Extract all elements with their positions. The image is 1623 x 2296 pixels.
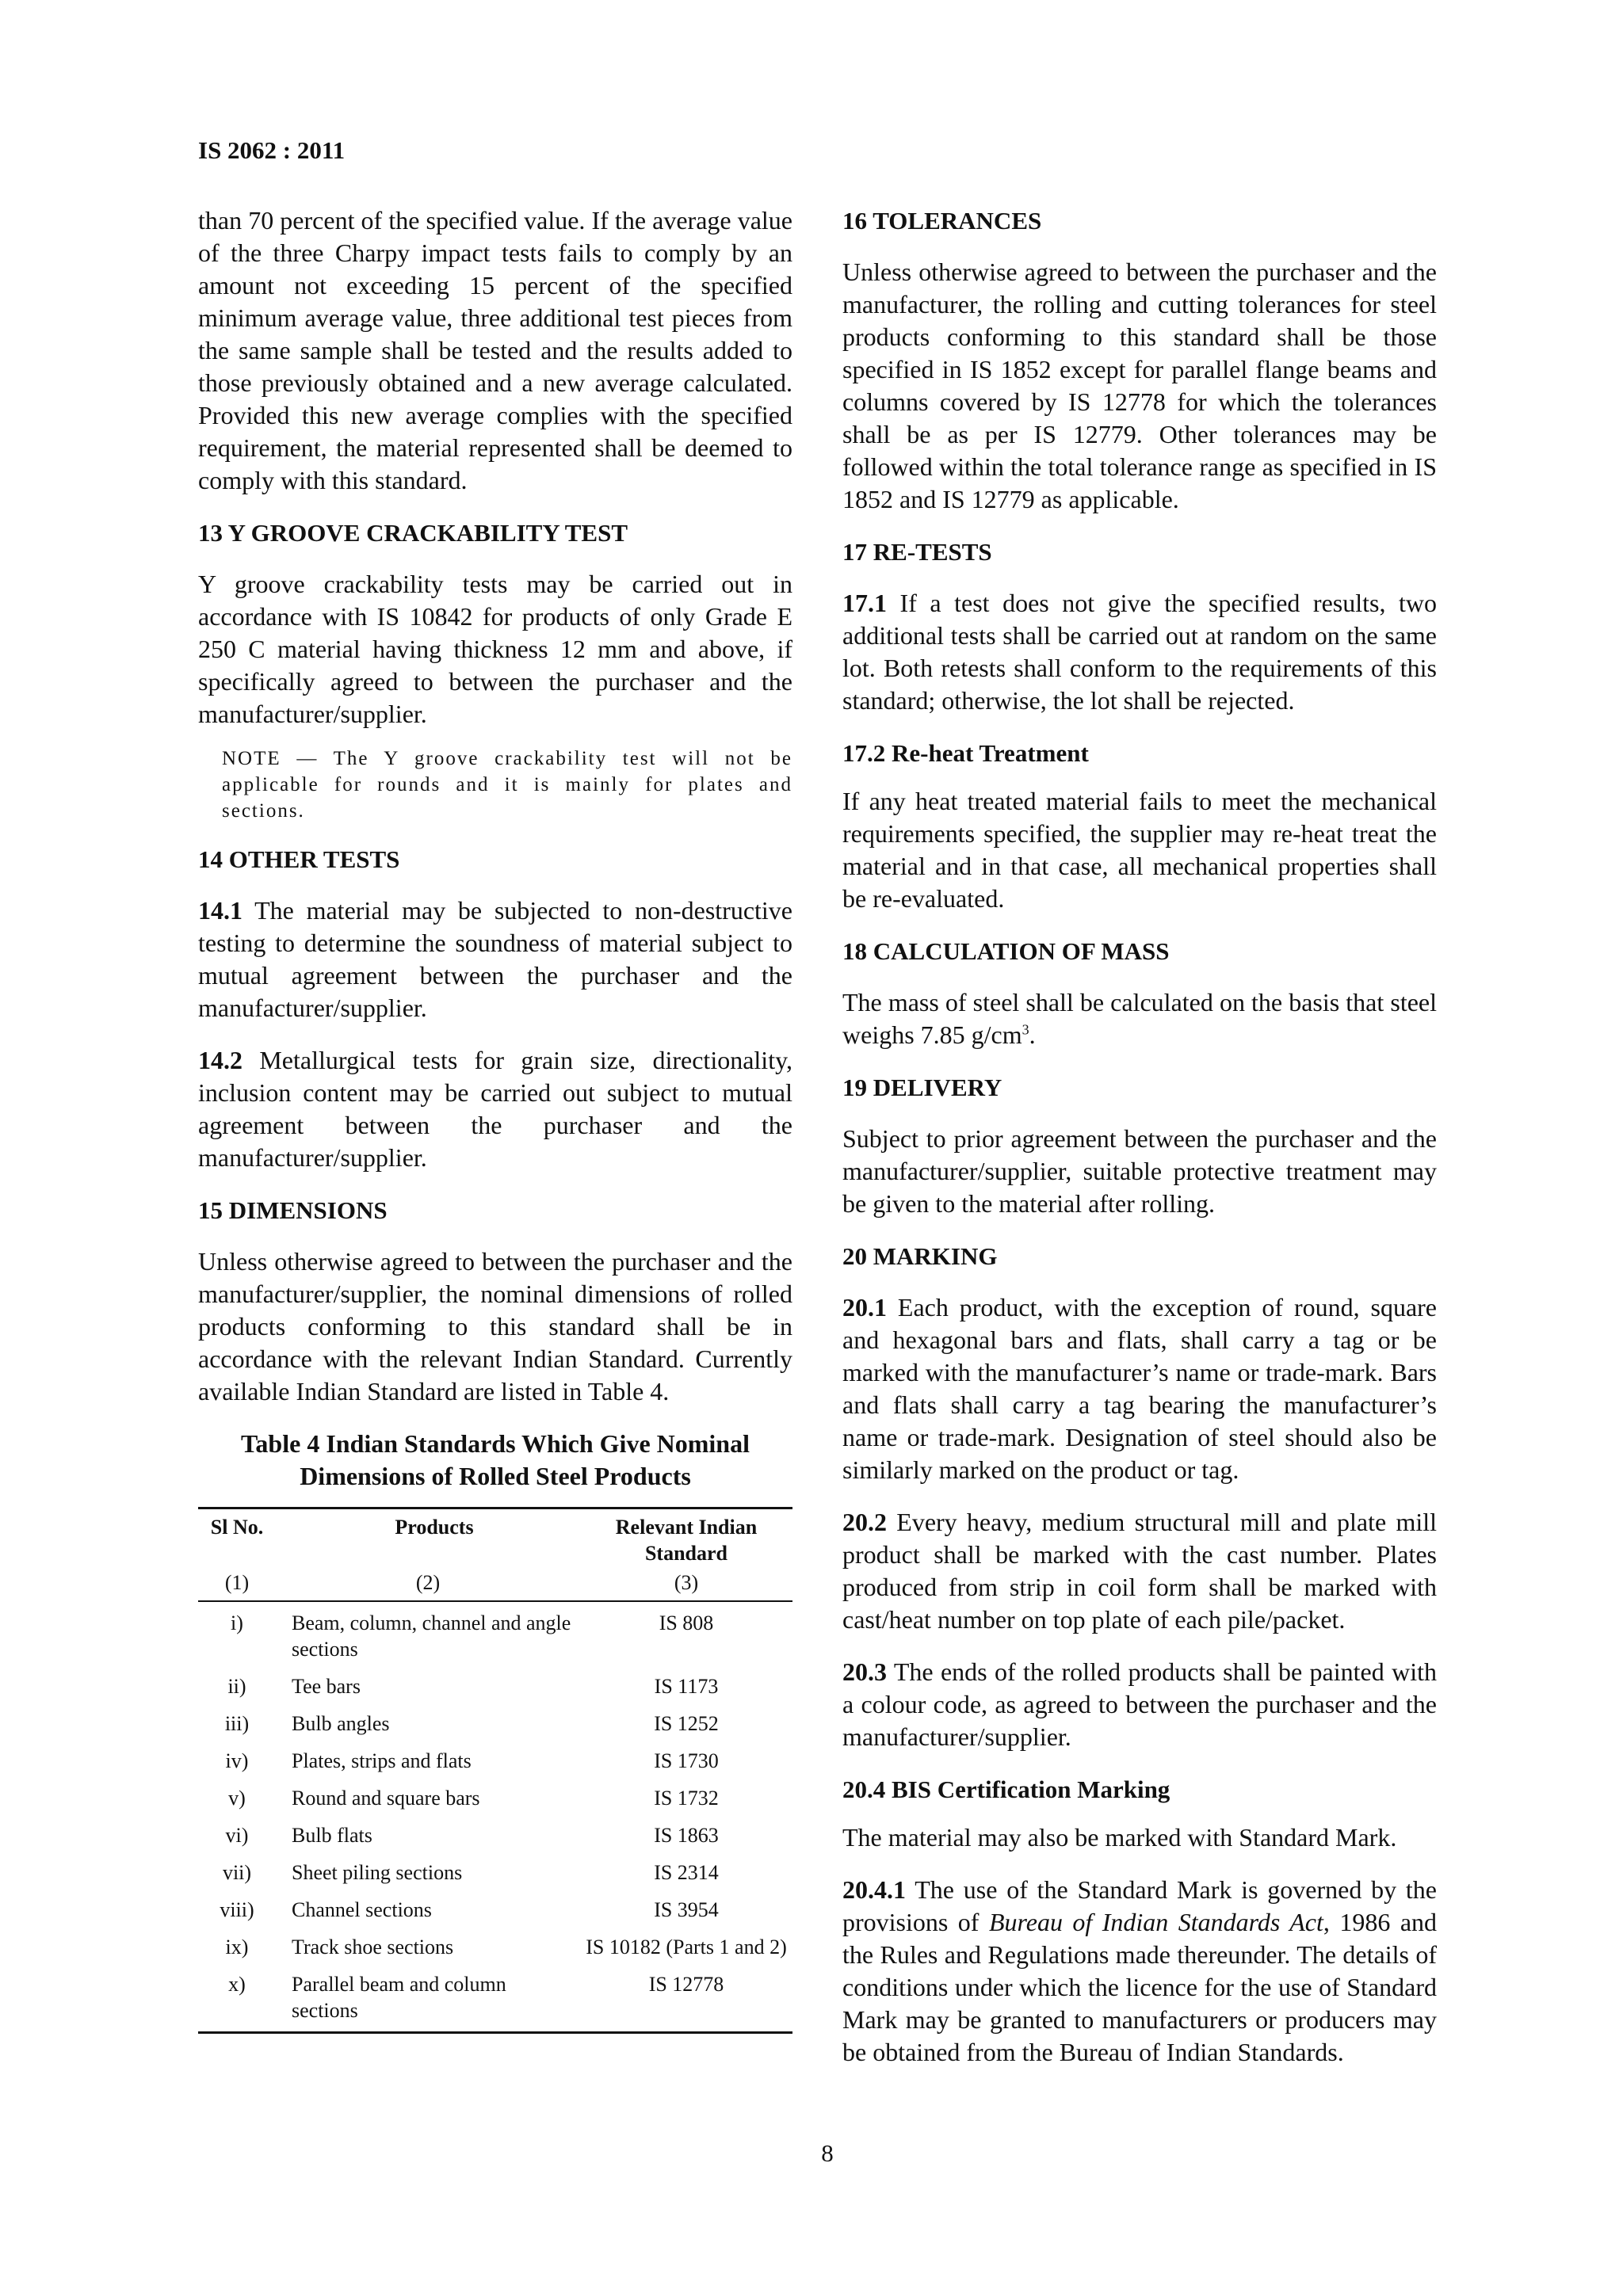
intro-paragraph: than 70 percent of the specified value. If the average value of the three Charpy impact tests fails to comply by an amount not exceeding 15 percent of the specified minimum average value, three additional test pieces from the same sample shall be tested and the results added to those previously obtained and a new average calculated. Provided this new average complies with the specified requirement, the material represented shall be deemed to comply with this standard.	[198, 206, 792, 494]
row-product: Channel sections	[292, 1898, 432, 1921]
row-sl-no: i)	[231, 1611, 243, 1634]
clause-text: Each product, with the exception of round, square and hexagonal bars and flats, shall carry a tag or be marked with the manufacturer’s name or trade-mark. Bars and flats shall carry a tag bearing the manufacturer’s name or trade-mark. Designation of steel should also be similarly marked on the product or tag.	[842, 1293, 1438, 1484]
section-18-body	[842, 986, 1437, 1051]
row-standard: IS 1252	[654, 1712, 719, 1735]
clause-text: Metallurgical tests for grain size, directionality, inclusion content may be carried out subject to mutual agreement between the purchaser and the manufacturer/supplier.	[198, 1046, 792, 1172]
row-standard: IS 3954	[654, 1898, 719, 1921]
clause-text: Every heavy, medium structural mill and plate mill product shall be marked with the cast number. Plates produced from strip in coil form shall be marked with cast/heat number on top plate of each pile/packet.	[842, 1508, 1438, 1634]
cubic-superscript: 3	[1022, 1021, 1029, 1038]
table-row	[198, 1777, 792, 1814]
row-sl-no: v)	[228, 1787, 246, 1810]
row-standard: IS 1732	[654, 1787, 719, 1810]
section-20-2-paragraph	[842, 1506, 1437, 1636]
row-standard: IS 808	[659, 1611, 714, 1634]
column-number: (1)	[198, 1568, 276, 1601]
table-row	[198, 1814, 792, 1852]
row-standard: IS 12778	[580, 1963, 792, 2033]
table-row	[198, 1852, 792, 1889]
column-header-products: Products	[276, 1508, 580, 1569]
table-row	[198, 1926, 792, 1963]
row-product: Bulb flats	[292, 1824, 372, 1847]
table-4	[198, 1507, 792, 2034]
row-product: Sheet piling sections	[292, 1861, 463, 1884]
section-17-2-heading: 17.2 Re-heat Treatment	[842, 739, 1089, 767]
clause-number: 20.2	[842, 1508, 887, 1536]
row-product: Bulb angles	[292, 1712, 390, 1735]
table-row	[198, 1740, 792, 1777]
page-number: 8	[821, 2139, 834, 2167]
clause-text: If a test does not give the specified results, two additional tests shall be carried out at random on the same lot. Both retests shall conform to the requirements of this standard; otherwise, the lot shall be rejected.	[842, 589, 1438, 715]
mass-text-end: .	[1029, 1020, 1036, 1049]
clause-number: 14.2	[198, 1046, 242, 1074]
row-product: Track shoe sections	[292, 1936, 454, 1958]
section-13-body: Y groove crackability tests may be carried out in accordance with IS 10842 for products of only Grade E 250 C material having thickness 12 mm and above, if specifically agreed to between the purchaser and the manufacturer/supplier.	[198, 570, 792, 728]
row-standard: IS 2314	[654, 1861, 719, 1884]
row-product: Beam, column, channel and angle sections	[292, 1611, 571, 1661]
table-row	[198, 1665, 792, 1703]
table-row	[198, 1889, 792, 1926]
row-sl-no: ii)	[227, 1675, 246, 1698]
section-19-body: Subject to prior agreement between the purchaser and the manufacturer/supplier, suitable protective treatment may be given to the material after rolling.	[842, 1124, 1437, 1218]
act-title: Bureau of Indian Standards Act	[988, 1908, 1323, 1936]
row-sl-no: ix)	[225, 1936, 249, 1958]
clause-number: 20.3	[842, 1657, 887, 1686]
section-16-heading: 16 TOLERANCES	[842, 207, 1042, 235]
row-standard: IS 1730	[654, 1749, 719, 1772]
row-product: Round and square bars	[292, 1787, 480, 1810]
section-17-2-body: If any heat treated material fails to meet the mechanical requirements specified, the supplier may re-heat treat the material and in that case, all mechanical properties shall be re-evaluated.	[842, 787, 1437, 913]
section-13-heading: 13 Y GROOVE CRACKABILITY TEST	[198, 519, 628, 547]
section-17-1-paragraph	[842, 587, 1437, 717]
row-standard: IS 10182 (Parts 1 and 2)	[586, 1936, 787, 1958]
section-20-heading: 20 MARKING	[842, 1242, 998, 1270]
column-number: (2)	[276, 1568, 580, 1601]
clause-number: 17.1	[842, 589, 887, 617]
section-16-body: Unless otherwise agreed to between the purchaser and the manufacturer, the rolling and cutting tolerances for steel products conforming to this standard shall be those specified in IS 1852 except for parallel flange beams and columns covered by IS 12778 for which the tolerances shall be as per IS 12779. Other tolerances may be followed within the total tolerance range as specified in IS 1852 and IS 12779 as applicable.	[842, 257, 1437, 513]
page-header-standard-id: IS 2062 : 2011	[198, 136, 346, 164]
clause-text: The material may be subjected to non-destructive testing to determine the soundness of material subject to mutual agreement between the purchaser and the manufacturer/supplier.	[198, 896, 792, 1022]
section-20-4-heading: 20.4 BIS Certification Marking	[842, 1775, 1170, 1803]
section-20-4-1-paragraph	[842, 1874, 1437, 2069]
section-13-note: NOTE — The Y groove crackability test will not be applicable for rounds and it is mainly for plates and sections.	[222, 748, 792, 822]
section-14-2-paragraph	[198, 1044, 792, 1174]
clause-text: The ends of the rolled products shall be painted with a colour code, as agreed to between the purchaser and the manufacturer/supplier.	[842, 1657, 1438, 1751]
mass-text: The mass of steel shall be calculated on the basis that steel weighs 7.85 g/cm	[842, 988, 1437, 1049]
clause-number: 20.1	[842, 1293, 887, 1322]
row-sl-no: vii)	[222, 1861, 252, 1884]
table-title-line: Dimensions of Rolled Steel Products	[300, 1462, 691, 1490]
section-15-heading: 15 DIMENSIONS	[198, 1196, 388, 1224]
section-15-body: Unless otherwise agreed to between the purchaser and the manufacturer/supplier, the nominal dimensions of rolled products conforming to this standard shall be in accordance with the relevant Indian Standard. Currently available Indian Standard are listed in Table 4.	[198, 1247, 792, 1405]
table-row	[198, 1703, 792, 1740]
row-standard: IS 1863	[654, 1824, 719, 1847]
section-14-heading: 14 OTHER TESTS	[198, 845, 400, 873]
table-4-title	[198, 1428, 792, 1493]
right-column	[842, 204, 1437, 2088]
row-product: Parallel beam and column sections	[276, 1963, 580, 2033]
row-standard: IS 1173	[654, 1675, 719, 1698]
row-product: Tee bars	[292, 1675, 361, 1698]
section-17-heading: 17 RE-TESTS	[842, 538, 992, 566]
section-14-1-paragraph	[198, 894, 792, 1024]
row-sl-no: iii)	[224, 1712, 250, 1735]
column-number: (3)	[580, 1568, 792, 1601]
table-row	[198, 1963, 792, 2033]
section-18-heading: 18 CALCULATION OF MASS	[842, 937, 1170, 965]
section-20-3-paragraph	[842, 1656, 1437, 1753]
row-sl-no: vi)	[225, 1824, 249, 1847]
clause-number: 14.1	[198, 896, 242, 925]
table-title-line: Table 4 Indian Standards Which Give Nominal	[241, 1429, 750, 1458]
clause-text: , 1986 and the Rules and Regulations made thereunder. The details of conditions under which the licence for the use of Standard Mark may be granted to manufacturers or producers may be obtained from the Bureau of Indian Standards.	[842, 1908, 1438, 2066]
row-sl-no: iv)	[225, 1749, 249, 1772]
column-header-sl-no: Sl No.	[198, 1508, 276, 1569]
clause-number: 20.4.1	[842, 1875, 906, 1904]
clause-text: The use of the Standard Mark is governed by the provisions of	[842, 1875, 1438, 1936]
left-column	[198, 204, 792, 2034]
table-row	[198, 1601, 792, 1665]
section-20-1-paragraph	[842, 1291, 1437, 1486]
row-product: Plates, strips and flats	[292, 1749, 472, 1772]
column-header-relevant-standard: Relevant Indian Standard	[580, 1508, 792, 1569]
section-20-4-body: The material may also be marked with Standard Mark.	[842, 1823, 1397, 1852]
row-sl-no: viii)	[220, 1898, 254, 1921]
row-sl-no: x)	[198, 1963, 276, 2033]
section-19-heading: 19 DELIVERY	[842, 1074, 1002, 1101]
